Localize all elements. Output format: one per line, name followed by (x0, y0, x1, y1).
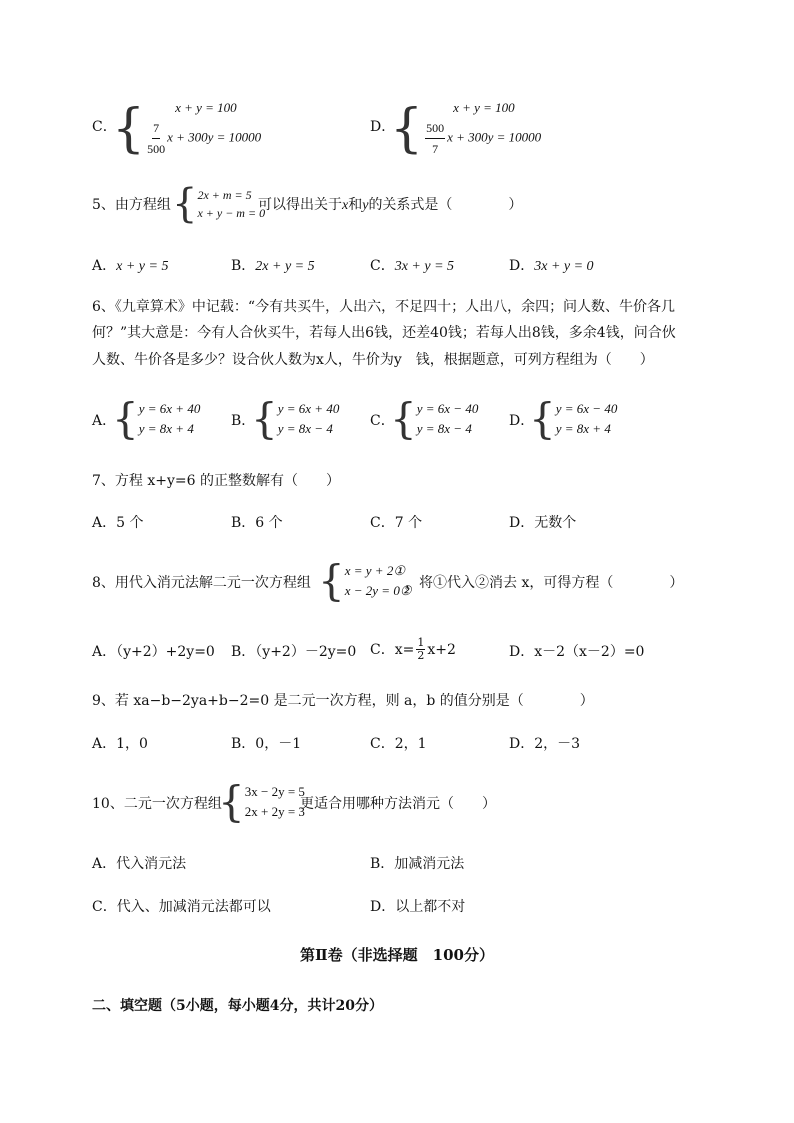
q10-prefix: 10、二元一次方程组 (92, 796, 222, 812)
q6-line3: 人数、牛价各是多少？设合伙人数为x人，牛价为y 钱，根据题意，可列方程组为（ ） (92, 352, 654, 368)
q6-option-b-label: B． (231, 413, 256, 429)
q10-eq2: 2x + 2y = 3 (244, 804, 305, 819)
fraction-numerator: 500 (425, 118, 445, 139)
q8-eq1: x = y + 2① (344, 563, 405, 578)
section-heading: 二、填空题（5小题，每小题4分，共计20分） (92, 998, 383, 1014)
q10-eq1: 3x − 2y = 5 (244, 784, 305, 799)
q6-a-eq1: y = 6x + 40 (138, 401, 201, 416)
q10-system (218, 777, 305, 826)
q4-d-eq2 (423, 118, 541, 159)
q6-option-a-label: A． (92, 413, 117, 429)
q6-option-d-label: D． (509, 413, 535, 429)
q9-option-b: B．0，－1 (231, 736, 302, 752)
q4-c-fraction (147, 118, 165, 159)
q5-suffix-b: 和 (348, 197, 363, 213)
q5-eq2: x + y − m = 0 (197, 206, 266, 220)
q6-option-d-system (529, 394, 618, 443)
q8-option-b: B．（y+2）－2y=0 (231, 644, 357, 660)
fraction-denominator: 500 (147, 142, 166, 156)
brace-icon: { (218, 777, 245, 826)
q7-option-d: D．无数个 (509, 515, 577, 531)
q8-system (318, 556, 412, 605)
fraction-numerator: 7 (152, 118, 160, 139)
q8-prefix: 8、用代入消元法解二元一次方程组 (92, 575, 311, 591)
q4-d-fraction (425, 118, 445, 159)
q7-option-c: C．7 个 (370, 515, 423, 531)
q5-option-c: C．3x + y = 5 (370, 258, 455, 274)
q6-b-eq2: y = 8x − 4 (277, 421, 333, 436)
q9-text: 9、若 xa−b−2ya+b−2=0 是二元一次方程，则 a，b 的值分别是（ ） (92, 693, 594, 709)
q8-c-fraction (416, 637, 425, 662)
brace-icon: { (318, 556, 345, 605)
q5-suffix-c: 的关系式是（ ） (368, 197, 523, 213)
q8-c-label: C． (370, 641, 395, 658)
fraction-denominator: 2 (417, 649, 425, 662)
q5-suffix-a: 可以得出关于 (258, 197, 342, 213)
q10-option-c: C．代入、加减消元法都可以 (92, 899, 271, 915)
q4-d-eq2-rest: x + 300y = 10000 (447, 129, 542, 145)
q4-option-c-system (112, 98, 261, 159)
q4-c-eq2-rest: x + 300y = 10000 (167, 129, 262, 145)
q10-option-d: D．以上都不对 (370, 899, 466, 915)
q9-option-c: C．2，1 (370, 736, 427, 752)
q6-c-eq2: y = 8x − 4 (416, 421, 472, 436)
brace-icon: { (529, 394, 556, 443)
q9-option-d: D．2，－3 (509, 736, 581, 752)
brace-icon: { (390, 394, 417, 443)
brace-icon: { (112, 394, 139, 443)
brace-icon: { (112, 98, 146, 159)
q4-option-c-label: C． (92, 119, 117, 135)
q6-option-c-label: C． (370, 413, 395, 429)
q7-option-a: A．5 个 (92, 515, 144, 531)
q8-suffix: ，将①代入②消去 x，可得方程（ ） (405, 575, 684, 591)
q4-c-eq1: x + y = 100 (175, 100, 237, 115)
q5-var-x: x (342, 198, 349, 213)
q4-option-d-label: D． (370, 119, 396, 135)
q6-d-eq1: y = 6x − 40 (555, 401, 618, 416)
q6-option-b-system (251, 394, 340, 443)
q7-text: 7、方程 x+y=6 的正整数解有（ ） (92, 473, 340, 489)
q5-prefix: 5、由方程组 (92, 197, 171, 213)
q6-c-eq1: y = 6x − 40 (416, 401, 479, 416)
q8-option-d: D．x－2（x－2）=0 (509, 644, 645, 660)
fraction-numerator: 1 (417, 636, 425, 649)
q5-option-b: B．2x + y = 5 (231, 258, 315, 274)
q10-option-a: A．代入消元法 (92, 856, 187, 872)
q5-option-d: D．3x + y = 0 (509, 258, 594, 274)
q6-b-eq1: y = 6x + 40 (277, 401, 340, 416)
brace-icon: { (251, 394, 278, 443)
q7-option-b: B．6 个 (231, 515, 283, 531)
q6-a-eq2: y = 8x + 4 (138, 421, 194, 436)
part2-title: 第Ⅱ卷（非选择题 100分） (300, 946, 494, 964)
q10-option-b: B．加减消元法 (370, 856, 465, 872)
q5-suffix (258, 196, 522, 215)
q6-option-c-system (390, 394, 479, 443)
q5-option-a: A．x + y = 5 (92, 258, 169, 274)
brace-icon: { (390, 98, 424, 159)
q5-system (172, 181, 266, 227)
q10-suffix: 更适合用哪种方法消元（ ） (300, 796, 496, 812)
fraction-denominator: 7 (432, 142, 439, 156)
q6-line1: 6、《九章算术》中记载：“今有共买牛，人出六，不足四十；人出八，余四；问人数、牛价各几 (92, 299, 676, 315)
q8-c-pre: x= (394, 641, 415, 658)
q8-c-post: x+2 (427, 641, 456, 658)
q4-d-eq1: x + y = 100 (453, 100, 515, 115)
q4-c-eq2 (145, 118, 261, 159)
brace-icon: { (172, 181, 198, 227)
q8-eq2: x − 2y = 0② (344, 583, 412, 598)
q5-eq1: 2x + m = 5 (197, 188, 252, 202)
q6-d-eq2: y = 8x + 4 (555, 421, 611, 436)
q5-var-y: y (362, 198, 369, 213)
q8-option-c (370, 637, 456, 662)
q6-line2: 何？”其大意是：今有人合伙买牛，若每人出6钱，还差40钱；若每人出8钱，多余4钱，问合伙 (92, 325, 676, 341)
q4-option-d-system (390, 98, 541, 159)
q6-option-a-system (112, 394, 201, 443)
q9-option-a: A．1，0 (92, 736, 148, 752)
q8-option-a: A．（y+2）+2y=0 (92, 644, 215, 660)
